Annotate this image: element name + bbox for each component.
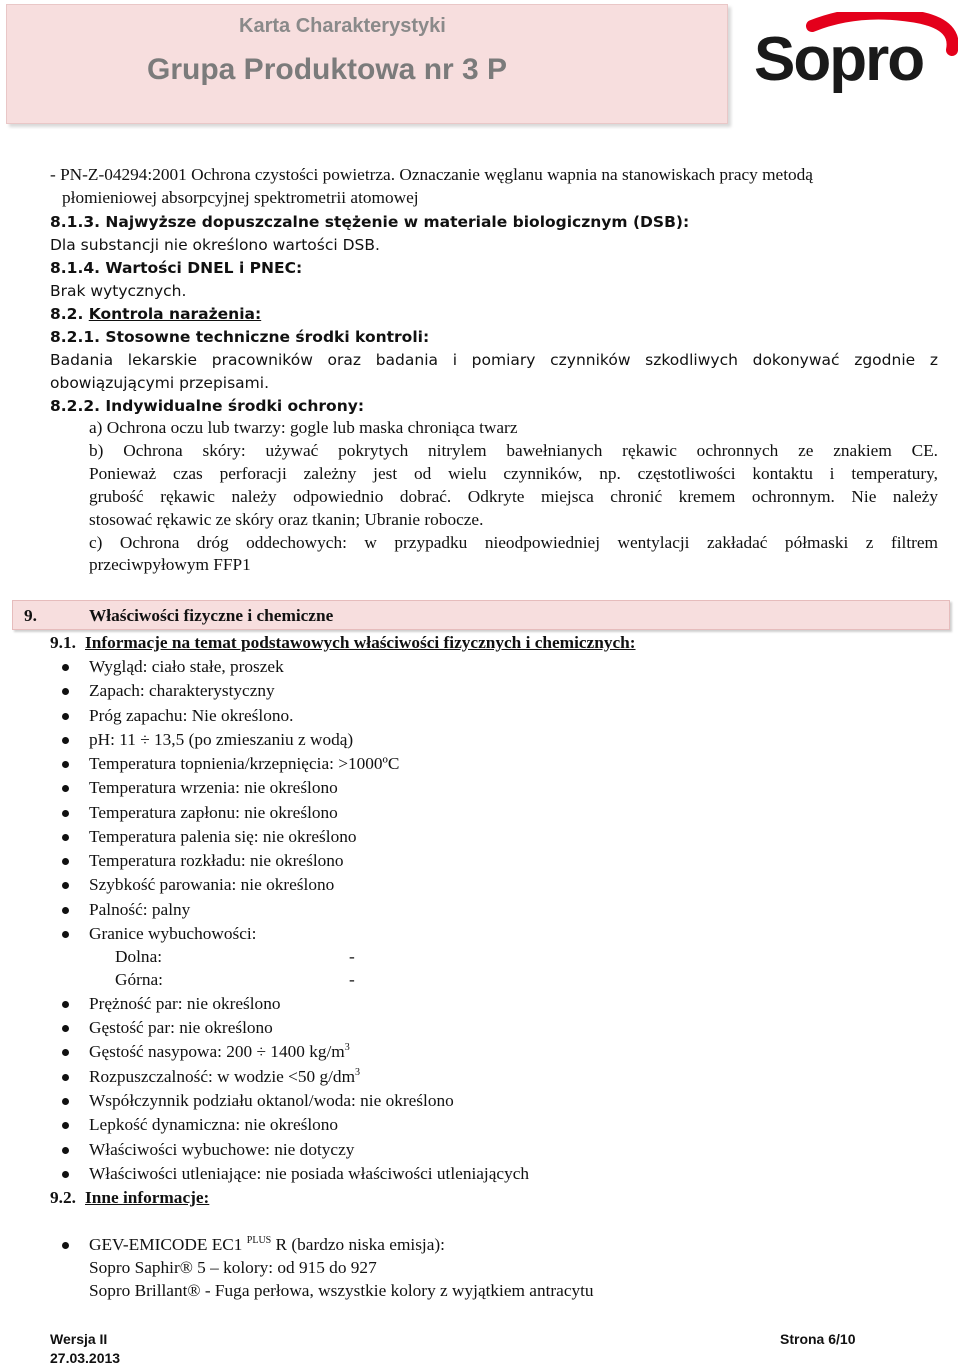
- subsection-9-2-title: Inne informacje:: [85, 1188, 210, 1207]
- bullet-icon: [62, 882, 69, 889]
- bullet-icon: [62, 785, 69, 792]
- footer-version: Wersja II: [50, 1331, 108, 1347]
- heading-8-1-3: 8.1.3. Najwyższe dopuszczalne stężenie w materiale biologicznym (DSB):: [50, 213, 690, 231]
- prop-bulk-density-text: Gęstość nasypowa: 200 ÷ 1400 kg/m: [89, 1042, 345, 1061]
- prop-ignition-temp: Temperatura palenia się: nie określono: [89, 827, 357, 846]
- brillant-line: Sopro Brillant® - Fuga perłowa, wszystkie kolory z wyjątkiem antracytu: [89, 1281, 594, 1300]
- text-skin-protection-4: stosować rękawic ze skóry oraz tkanin; Ubranie robocze.: [89, 510, 484, 529]
- prop-odor-threshold: Próg zapachu: Nie określono.: [89, 706, 294, 725]
- prop-solubility: [89, 1067, 360, 1087]
- prop-bulk-density-sup: 3: [344, 1042, 350, 1053]
- logo-text: Sopro: [754, 25, 924, 94]
- bullet-icon: [62, 810, 69, 817]
- prop-solubility-sup: 3: [355, 1067, 361, 1078]
- header-banner: [6, 4, 728, 124]
- header-subtitle: Karta Charakterystyki: [239, 15, 446, 37]
- prop-boiling-point: Temperatura wrzenia: nie określono: [89, 778, 338, 797]
- bullet-icon: [62, 713, 69, 720]
- prop-solubility-text: Rozpuszczalność: w wodzie <50 g/dm: [89, 1067, 356, 1086]
- text-badania-cont: obowiązującymi przepisami.: [50, 374, 270, 392]
- saphir-line: Sopro Saphir® 5 – kolory: od 915 do 927: [89, 1258, 377, 1277]
- text-eye-protection: a) Ochrona oczu lub twarzy: gogle lub maska chroniąca twarz: [89, 418, 518, 437]
- text-respiratory-cont: przeciwpyłowym FFP1: [89, 555, 251, 574]
- bullet-icon: [62, 1049, 69, 1056]
- subsection-9-1-title: Informacje na temat podstawowych właściwości fizycznych i chemicznych:: [85, 633, 636, 652]
- standard-line-cont: płomieniowej absorpcyjnej spektrometrii atomowej: [62, 188, 419, 207]
- prop-vapor-density: Gęstość par: nie określono: [89, 1018, 273, 1037]
- text-badania: Badania lekarskie pracowników oraz badania i pomiary czynników szkodliwych dokonywać zgodnie z: [50, 351, 938, 369]
- prop-viscosity: Lepkość dynamiczna: nie określono: [89, 1115, 339, 1134]
- heading-8-2-1: 8.2.1. Stosowne techniczne środki kontroli:: [50, 328, 430, 346]
- prop-ph: pH: 11 ÷ 13,5 (po zmieszaniu z wodą): [89, 730, 354, 749]
- heading-8-2-2: 8.2.2. Indywidualne środki ochrony:: [50, 397, 365, 415]
- prop-bulk-density: [89, 1042, 350, 1062]
- text-dnel: Brak wytycznych.: [50, 282, 187, 300]
- emicode-text: GEV-EMICODE EC1: [89, 1235, 243, 1254]
- bullet-icon: [62, 858, 69, 865]
- bullet-icon: [62, 1025, 69, 1032]
- bullet-icon: [62, 834, 69, 841]
- heading-8-1-4: 8.1.4. Wartości DNEL i PNEC:: [50, 259, 303, 277]
- prop-melting-point: Temperatura topnienia/krzepnięcia: >1000ºC: [89, 754, 400, 773]
- prop-appearance: Wygląd: ciało stałe, proszek: [89, 657, 284, 676]
- emicode-text-2: R (bardzo niska emisja):: [271, 1235, 445, 1254]
- heading-8-2-number: 8.2.: [50, 305, 89, 323]
- bullet-icon: [62, 1074, 69, 1081]
- prop-partition-coefficient: Współczynnik podziału oktanol/woda: nie określono: [89, 1091, 454, 1110]
- prop-flash-point: Temperatura zapłonu: nie określono: [89, 803, 338, 822]
- footer-page: Strona 6/10: [780, 1331, 856, 1347]
- standard-line: - PN-Z-04294:2001 Ochrona czystości powietrza. Oznaczanie węglanu wapnia na stanowiskach pracy metodą: [50, 165, 813, 184]
- prop-odor: Zapach: charakterystyczny: [89, 681, 275, 700]
- bullet-icon: [62, 907, 69, 914]
- prop-evaporation-rate: Szybkość parowania: nie określono: [89, 875, 335, 894]
- bullet-icon: [62, 1122, 69, 1129]
- sopro-logo: [752, 12, 958, 102]
- prop-explosive-limits: Granice wybuchowości:: [89, 924, 257, 943]
- text-dsb: Dla substancji nie określono wartości DSB.: [50, 236, 380, 254]
- text-skin-protection: b) Ochrona skóry: używać pokrytych nitrylem bawełnianych rękawic ochronnych ze znakiem CE.: [89, 441, 938, 460]
- emicode-sup: PLUS: [246, 1235, 272, 1246]
- text-respiratory: c) Ochrona dróg oddechowych: w przypadku nieodpowiedniej wentylacji zakładać półmaski z filtrem: [89, 533, 938, 552]
- section-9-number: 9.: [24, 606, 37, 625]
- subsection-9-2-number: 9.2.: [50, 1188, 76, 1207]
- prop-oxidizing-properties: Właściwości utleniające: nie posiada właściwości utleniających: [89, 1164, 530, 1183]
- heading-8-2-title: Kontrola narażenia:: [88, 305, 262, 323]
- footer-date: 27.03.2013: [50, 1350, 121, 1366]
- prop-lower-limit-label: Dolna:: [115, 947, 163, 966]
- subsection-9-1-number: 9.1.: [50, 633, 76, 652]
- bullet-icon: [62, 737, 69, 744]
- emicode-line: [89, 1235, 445, 1255]
- prop-upper-limit-label: Górna:: [115, 970, 163, 989]
- bullet-icon: [62, 1147, 69, 1154]
- bullet-icon: [62, 664, 69, 671]
- section-9-title: Właściwości fizyczne i chemiczne: [89, 606, 334, 625]
- prop-explosive-properties: Właściwości wybuchowe: nie dotyczy: [89, 1140, 355, 1159]
- header-title: Grupa Produktowa nr 3 P: [147, 53, 508, 86]
- bullet-icon: [62, 1171, 69, 1178]
- bullet-icon: [62, 1098, 69, 1105]
- text-skin-protection-3: grubość rękawic należy odpowiednio dobrać. Odkryte miejsca chronić kremem ochronnym. Nie należy: [89, 487, 938, 506]
- prop-vapor-pressure: Prężność par: nie określono: [89, 994, 281, 1013]
- prop-lower-limit-value: -: [349, 947, 355, 966]
- prop-decomposition-temp: Temperatura rozkładu: nie określono: [89, 851, 344, 870]
- prop-upper-limit-value: -: [349, 970, 355, 989]
- heading-8-2: [50, 304, 261, 324]
- prop-flammability: Palność: palny: [89, 900, 191, 919]
- bullet-icon: [62, 931, 69, 938]
- bullet-icon: [62, 688, 69, 695]
- bullet-icon: [62, 1001, 69, 1008]
- bullet-icon: [62, 761, 69, 768]
- text-skin-protection-2: Ponieważ czas perforacji zależny jest od wielu czynników, np. częstotliwości kontaktu i temperatury,: [89, 464, 938, 483]
- bullet-icon: [62, 1242, 69, 1249]
